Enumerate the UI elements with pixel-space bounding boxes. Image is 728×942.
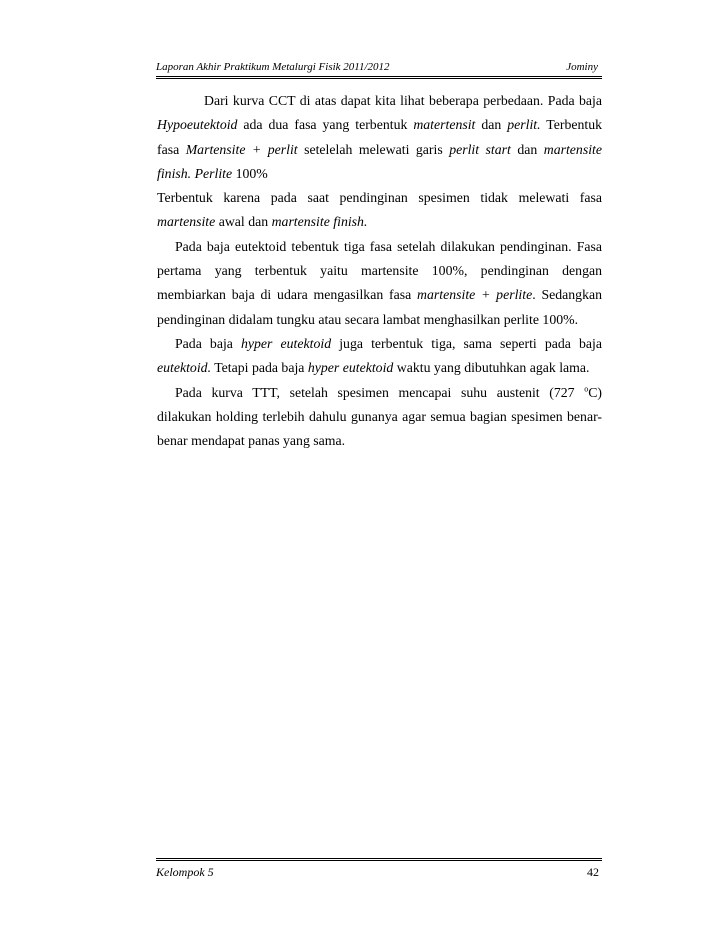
text-run: ada dua fasa yang terbentuk (237, 117, 414, 133)
text-run: setelelah melewati garis (297, 141, 450, 157)
header-section: Jominy (566, 61, 598, 73)
italic-run: martensite finish. (157, 141, 602, 181)
italic-run: matertensit (413, 117, 476, 133)
text-run: Terbentuk fasa (157, 117, 602, 157)
text-run: dan (475, 117, 508, 133)
italic-run: Perlite (194, 165, 233, 181)
text-run: Pada baja eutektoid tebentuk tiga fasa setelah dilakukan pendinginan. Fasa pertama yang terbentuk yaitu martensite 100%, pendinginan dengan membiarkan baja di udara mengasilkan fasa (157, 238, 602, 303)
italic-run: hyper eutektoid (241, 335, 332, 351)
text-run: awal dan (215, 214, 272, 230)
text-run: 100% (232, 165, 268, 181)
text-run: Pada baja (175, 335, 242, 351)
text-run: . Sedangkan pendinginan didalam tungku atau secara lambat menghasilkan perlite 100%. (157, 287, 602, 327)
text-run: Dari kurva CCT di atas dapat kita lihat beberapa perbedaan. Pada baja (204, 93, 602, 108)
text-run: waktu yang dibutuhkan agak lama. (393, 360, 590, 376)
text-run: Tetapi pada baja (211, 360, 308, 376)
text-run: Pada kurva TTT, setelah spesimen mencapai suhu austenit (727 (175, 384, 585, 400)
body-text (157, 89, 602, 453)
header-rule (156, 76, 602, 79)
paragraph-2 (157, 186, 602, 235)
italic-run: perlit start (449, 141, 511, 157)
italic-run: martensite finish. (271, 214, 368, 230)
footer-group-label: Kelompok 5 (156, 865, 214, 879)
text-run: juga terbentuk tiga, sama seperti pada baja (331, 335, 602, 351)
paragraph-1 (157, 89, 602, 186)
paragraph-3 (157, 235, 602, 332)
running-header (156, 60, 602, 74)
page-number: 42 (587, 865, 599, 879)
text-run: C) dilakukan holding terlebih dahulu gunanya agar semua bagian spesimen benar-benar mendapat panas yang sama. (157, 384, 602, 449)
italic-run: eutektoid. (157, 360, 212, 376)
italic-run: hyper eutektoid (307, 360, 394, 376)
paragraph-5 (157, 381, 602, 454)
italic-run: martensite (157, 214, 216, 230)
degree-superscript: o (584, 383, 589, 393)
italic-run: Martensite + perlit (185, 141, 298, 157)
footer-rule (156, 858, 602, 861)
paragraph-4 (157, 332, 602, 381)
running-footer (156, 864, 602, 880)
header-title: Laporan Akhir Praktikum Metalurgi Fisik 2011/2012 (156, 61, 390, 73)
italic-run: Hypoeutektoid (157, 117, 238, 133)
italic-run: martensite + perlite (417, 287, 533, 303)
text-run: Terbentuk karena pada saat pendinginan spesimen tidak melewati fasa (157, 190, 602, 206)
italic-run: perlit. (507, 117, 541, 133)
text-run: dan (510, 141, 544, 157)
